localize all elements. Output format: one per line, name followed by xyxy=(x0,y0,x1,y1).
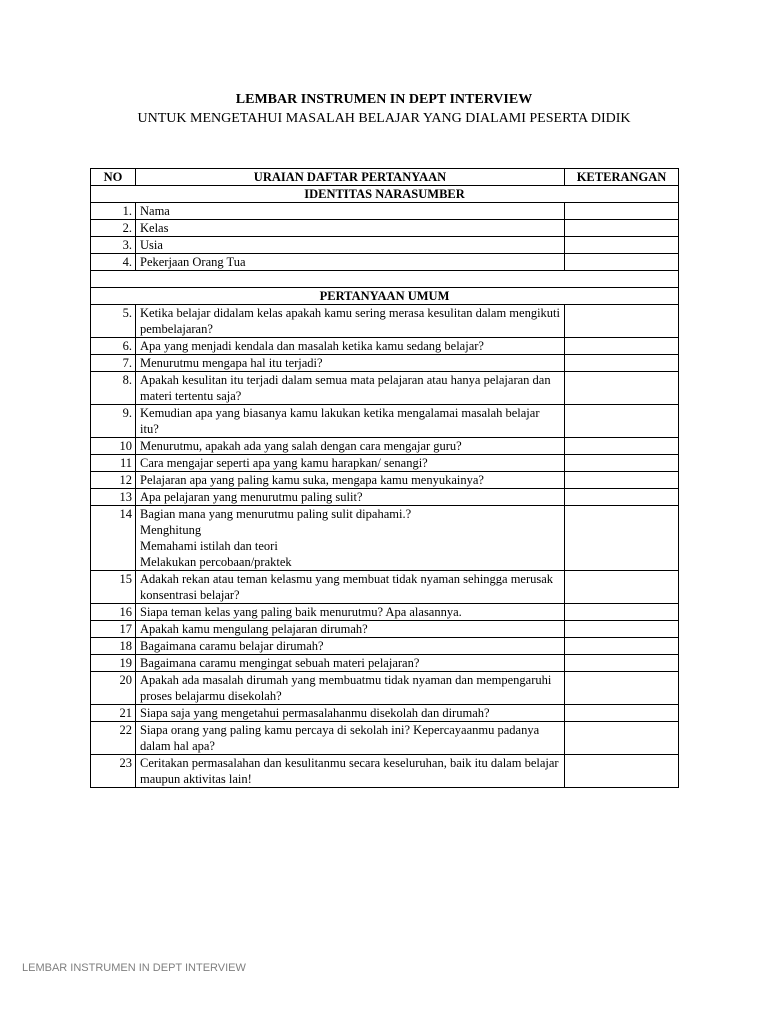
question-text: Apa yang menjadi kendala dan masalah ketika kamu sedang belajar? xyxy=(140,339,484,353)
question-text: Ceritakan permasalahan dan kesulitanmu secara keseluruhan, baik itu dalam belajar maupun aktivitas lain! xyxy=(140,756,559,786)
question-number: 1. xyxy=(91,203,136,220)
question-text: Cara mengajar seperti apa yang kamu harapkan/ senangi? xyxy=(140,456,428,470)
answer-cell[interactable] xyxy=(565,571,679,604)
answer-cell[interactable] xyxy=(565,722,679,755)
question-number: 5. xyxy=(91,305,136,338)
answer-cell[interactable] xyxy=(565,438,679,455)
question-cell xyxy=(136,506,565,571)
section-header-row xyxy=(91,288,679,305)
question-number: 4. xyxy=(91,254,136,271)
question-number: 13 xyxy=(91,489,136,506)
table-row xyxy=(91,237,679,254)
question-option: Melakukan percobaan/praktek xyxy=(140,555,292,569)
answer-cell[interactable] xyxy=(565,237,679,254)
answer-cell[interactable] xyxy=(565,489,679,506)
table-header-row xyxy=(91,169,679,186)
spacer-row xyxy=(91,271,679,288)
question-cell xyxy=(136,472,565,489)
question-cell xyxy=(136,372,565,405)
question-number: 20 xyxy=(91,672,136,705)
question-text: Apakah kesulitan itu terjadi dalam semua mata pelajaran atau hanya pelajaran dan materi tertentu saja? xyxy=(140,373,551,403)
question-text: Apakah ada masalah dirumah yang membuatmu tidak nyaman dan mempengaruhi proses belajarmu disekolah? xyxy=(140,673,552,703)
question-text: Pelajaran apa yang paling kamu suka, mengapa kamu menyukainya? xyxy=(140,473,484,487)
table-row xyxy=(91,220,679,237)
document-subtitle: UNTUK MENGETAHUI MASALAH BELAJAR YANG DIALAMI PESERTA DIDIK xyxy=(137,111,631,126)
interview-table xyxy=(90,168,679,788)
answer-cell[interactable] xyxy=(565,372,679,405)
table-row xyxy=(91,203,679,220)
table-row xyxy=(91,621,679,638)
answer-cell[interactable] xyxy=(565,220,679,237)
question-number: 9. xyxy=(91,405,136,438)
table-row xyxy=(91,604,679,621)
question-text: Menurutmu, apakah ada yang salah dengan cara mengajar guru? xyxy=(140,439,462,453)
question-number: 18 xyxy=(91,638,136,655)
question-text: Adakah rekan atau teman kelasmu yang membuat tidak nyaman sehingga merusak konsentrasi belajar? xyxy=(140,572,554,602)
question-option: Memahami istilah dan teori xyxy=(140,539,278,553)
question-cell xyxy=(136,438,565,455)
question-text: Bagian mana yang menurutmu paling sulit dipahami.? xyxy=(140,507,412,521)
question-text: Nama xyxy=(140,204,170,218)
table-row xyxy=(91,638,679,655)
header-note: KETERANGAN xyxy=(565,169,679,186)
question-text: Kemudian apa yang biasanya kamu lakukan ketika mengalamai masalah belajar itu? xyxy=(140,406,540,436)
question-number: 3. xyxy=(91,237,136,254)
spacer-cell xyxy=(91,271,679,288)
table-row xyxy=(91,672,679,705)
question-text: Apakah kamu mengulang pelajaran dirumah? xyxy=(140,622,368,636)
table-row xyxy=(91,722,679,755)
section-header-row xyxy=(91,186,679,203)
question-number: 8. xyxy=(91,372,136,405)
answer-cell[interactable] xyxy=(565,705,679,722)
header-no: NO xyxy=(91,169,136,186)
answer-cell[interactable] xyxy=(565,305,679,338)
question-text: Siapa teman kelas yang paling baik menurutmu? Apa alasannya. xyxy=(140,605,462,619)
answer-cell[interactable] xyxy=(565,506,679,571)
question-cell xyxy=(136,338,565,355)
question-text: Bagaimana caramu belajar dirumah? xyxy=(140,639,324,653)
question-cell xyxy=(136,655,565,672)
section-title: PERTANYAAN UMUM xyxy=(91,288,679,305)
question-cell xyxy=(136,705,565,722)
question-cell xyxy=(136,571,565,604)
table-row xyxy=(91,755,679,788)
question-number: 11 xyxy=(91,455,136,472)
answer-cell[interactable] xyxy=(565,638,679,655)
question-number: 7. xyxy=(91,355,136,372)
question-cell xyxy=(136,455,565,472)
table-row xyxy=(91,506,679,571)
table-row xyxy=(91,305,679,338)
document-title: LEMBAR INSTRUMEN IN DEPT INTERVIEW xyxy=(235,92,533,107)
table-body xyxy=(91,186,679,788)
table-row xyxy=(91,571,679,604)
table-row xyxy=(91,438,679,455)
question-cell xyxy=(136,604,565,621)
question-text: Menurutmu mengapa hal itu terjadi? xyxy=(140,356,323,370)
question-number: 14 xyxy=(91,506,136,571)
question-number: 15 xyxy=(91,571,136,604)
question-cell xyxy=(136,203,565,220)
answer-cell[interactable] xyxy=(565,455,679,472)
question-cell xyxy=(136,672,565,705)
question-text: Bagaimana caramu mengingat sebuah materi pelajaran? xyxy=(140,656,420,670)
question-number: 22 xyxy=(91,722,136,755)
section-title: IDENTITAS NARASUMBER xyxy=(91,186,679,203)
question-text: Pekerjaan Orang Tua xyxy=(140,255,246,269)
question-cell xyxy=(136,755,565,788)
table-row xyxy=(91,472,679,489)
answer-cell[interactable] xyxy=(565,655,679,672)
table-row xyxy=(91,455,679,472)
answer-cell[interactable] xyxy=(565,254,679,271)
question-text: Usia xyxy=(140,238,163,252)
question-cell xyxy=(136,638,565,655)
answer-cell[interactable] xyxy=(565,203,679,220)
question-number: 23 xyxy=(91,755,136,788)
question-cell xyxy=(136,722,565,755)
question-number: 21 xyxy=(91,705,136,722)
table-row xyxy=(91,254,679,271)
question-cell xyxy=(136,405,565,438)
question-number: 12 xyxy=(91,472,136,489)
table-row xyxy=(91,338,679,355)
answer-cell[interactable] xyxy=(565,604,679,621)
question-cell xyxy=(136,305,565,338)
table-row xyxy=(91,372,679,405)
answer-cell[interactable] xyxy=(565,472,679,489)
answer-cell[interactable] xyxy=(565,355,679,372)
question-text: Kelas xyxy=(140,221,169,235)
header-question: URAIAN DAFTAR PERTANYAAN xyxy=(136,169,565,186)
answer-cell[interactable] xyxy=(565,672,679,705)
table-row xyxy=(91,355,679,372)
question-cell xyxy=(136,220,565,237)
answer-cell[interactable] xyxy=(565,405,679,438)
question-cell xyxy=(136,254,565,271)
page-footer: LEMBAR INSTRUMEN IN DEPT INTERVIEW xyxy=(22,962,246,974)
question-text: Ketika belajar didalam kelas apakah kamu sering merasa kesulitan dalam mengikuti pembelajaran? xyxy=(140,306,560,336)
answer-cell[interactable] xyxy=(565,621,679,638)
question-text: Apa pelajaran yang menurutmu paling sulit? xyxy=(140,490,363,504)
table-row xyxy=(91,705,679,722)
question-number: 10 xyxy=(91,438,136,455)
question-number: 16 xyxy=(91,604,136,621)
table-row xyxy=(91,405,679,438)
question-cell xyxy=(136,621,565,638)
question-cell xyxy=(136,237,565,254)
question-number: 6. xyxy=(91,338,136,355)
answer-cell[interactable] xyxy=(565,755,679,788)
table-row xyxy=(91,489,679,506)
question-text: Siapa orang yang paling kamu percaya di sekolah ini? Kepercayaanmu padanya dalam hal apa? xyxy=(140,723,540,753)
question-option: Menghitung xyxy=(140,523,202,537)
table-row xyxy=(91,655,679,672)
question-number: 2. xyxy=(91,220,136,237)
question-cell xyxy=(136,355,565,372)
question-text: Siapa saja yang mengetahui permasalahanmu disekolah dan dirumah? xyxy=(140,706,490,720)
question-cell xyxy=(136,489,565,506)
question-number: 17 xyxy=(91,621,136,638)
answer-cell[interactable] xyxy=(565,338,679,355)
question-number: 19 xyxy=(91,655,136,672)
